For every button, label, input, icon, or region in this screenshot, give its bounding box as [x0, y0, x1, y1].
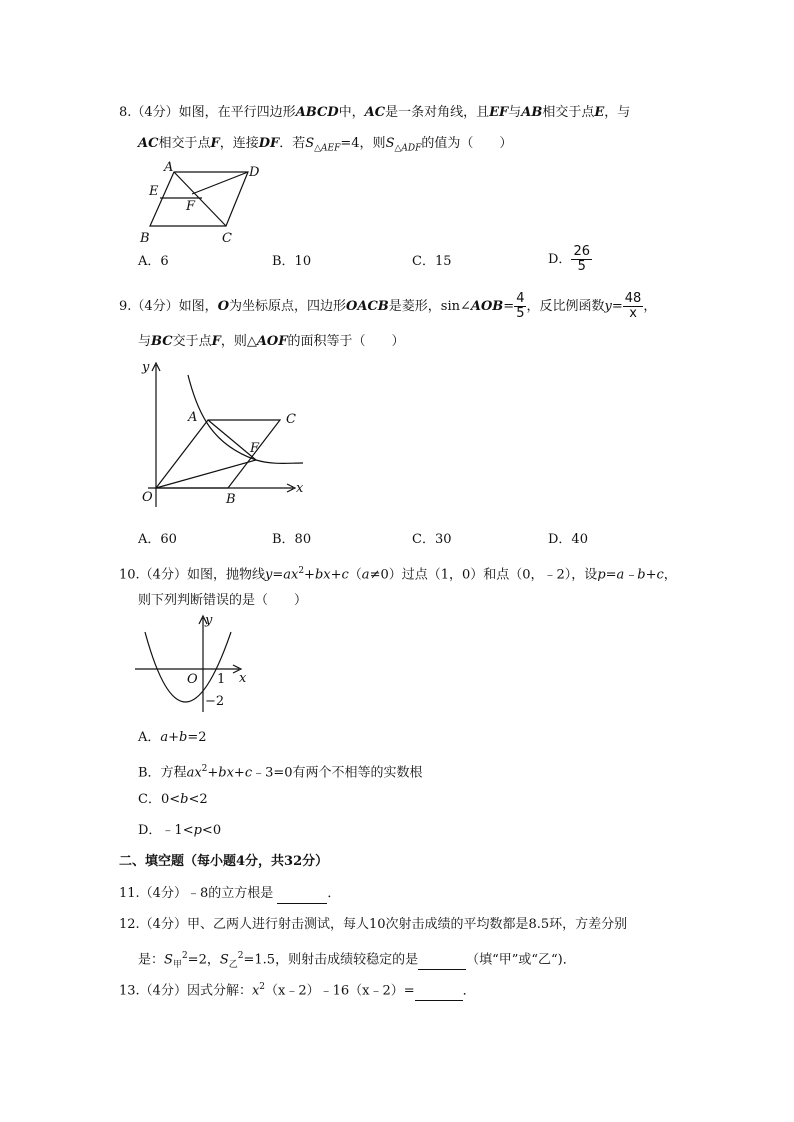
q10-line2: 则下列判断错误的是（ ）: [138, 593, 308, 608]
q9-option-d[interactable]: D．40: [548, 532, 588, 547]
label-a: A: [164, 160, 174, 175]
q12-line2: 是：$S_甲^2=2$，$S_乙^2=1.5$，则射击成绩较稳定的是 （填“甲”或“乙“)．: [138, 951, 576, 970]
label-x: x: [296, 481, 304, 496]
label-y: y: [142, 360, 150, 375]
label-one: 1: [217, 672, 226, 687]
segment-of: [156, 460, 256, 488]
q8-option-b[interactable]: B．10: [272, 254, 312, 269]
q10-option-b[interactable]: B．方程$ax^2+bx+c﹣3=0$有两个不相等的实数根: [138, 764, 423, 781]
label-f: F: [186, 199, 196, 214]
segment-af: [208, 420, 256, 460]
label-b: B: [140, 231, 150, 246]
q11-line: 11.（4分）﹣8的立方根是 ．: [119, 885, 340, 904]
q9-line1: 9.（4分）如图，O为坐标原点，四边形OACB是菱形，sin∠AOB= $\frac{4}{5}$ ，反比例函数y= $\frac{48}{x}$ ，: [119, 291, 657, 321]
label-neg2: −2: [205, 694, 225, 709]
q8-option-c[interactable]: C．15: [412, 254, 452, 269]
q10-option-a[interactable]: A．a+b=2: [138, 730, 207, 745]
label-o: O: [142, 490, 153, 505]
label-a: A: [188, 410, 198, 425]
label-o: O: [187, 672, 198, 687]
section-heading-fill-in: 二、填空题（每小题4分，共32分）: [119, 854, 329, 869]
q8-parallelogram-figure: [130, 160, 270, 250]
q8-option-a[interactable]: A．6: [138, 254, 169, 269]
q10-option-d[interactable]: D．﹣1<p<0: [138, 823, 222, 838]
label-c: C: [286, 412, 296, 427]
diagonal-ac: [174, 172, 226, 226]
label-d: D: [249, 165, 260, 180]
fraction-26-5: $\frac{26}{5}$: [573, 244, 590, 274]
fraction-4-5: $\frac{4}{5}$: [516, 291, 525, 321]
q10-parabola-figure: [135, 612, 275, 722]
q8-line2: AC相交于点F，连接DF．若$S_{\triangle AEF}=4$，则$S_{\triangle ADF}$的值为（ ）: [138, 136, 513, 154]
q9-option-b[interactable]: B．80: [272, 532, 312, 547]
q8-option-d[interactable]: D． $\frac{26}{5}$: [548, 244, 590, 274]
segment-df: [192, 172, 248, 194]
fraction-48-x: $\frac{48}{x}$: [624, 291, 642, 321]
q11-answer-blank[interactable]: [277, 885, 327, 904]
q12-answer-blank[interactable]: [418, 951, 466, 970]
q12-line1: 12.（4分）甲、乙两人进行射击测试，每人10次射击成绩的平均数都是8.5环，方差分别: [119, 917, 628, 932]
label-c: C: [222, 231, 232, 246]
q9-rhombus-figure: [138, 355, 318, 515]
rhombus-oacb: [156, 420, 280, 488]
q9-line2: 与BC交于点F，则△AOF的面积等于（ ）: [138, 334, 405, 349]
parallelogram-abcd: [150, 172, 248, 226]
label-y: y: [205, 613, 213, 628]
q9-option-c[interactable]: C．30: [412, 532, 452, 547]
parabola-curve: [145, 632, 231, 702]
q8-line1: 8.（4分）如图，在平行四边形ABCD中，AC是一条对角线，且EF与AB相交于点E，与: [119, 105, 631, 120]
label-e: E: [149, 184, 159, 199]
label-x: x: [239, 671, 247, 686]
label-b: B: [226, 492, 236, 507]
q13-answer-blank[interactable]: [415, 982, 463, 1001]
q9-option-a[interactable]: A．60: [138, 532, 177, 547]
label-f: F: [250, 441, 260, 456]
q13-line: 13.（4分）因式分解：$x^2(x﹣2)﹣16(x﹣2)=$ ．: [119, 978, 476, 1001]
q10-line1: 10.（4分）如图，抛物线$y=ax^2+bx+c(a\ne 0)$过点（1，0）和点（0，﹣2），设p=a﹣b+c，: [119, 566, 677, 583]
q10-option-c[interactable]: C．0<b<2: [138, 792, 208, 807]
